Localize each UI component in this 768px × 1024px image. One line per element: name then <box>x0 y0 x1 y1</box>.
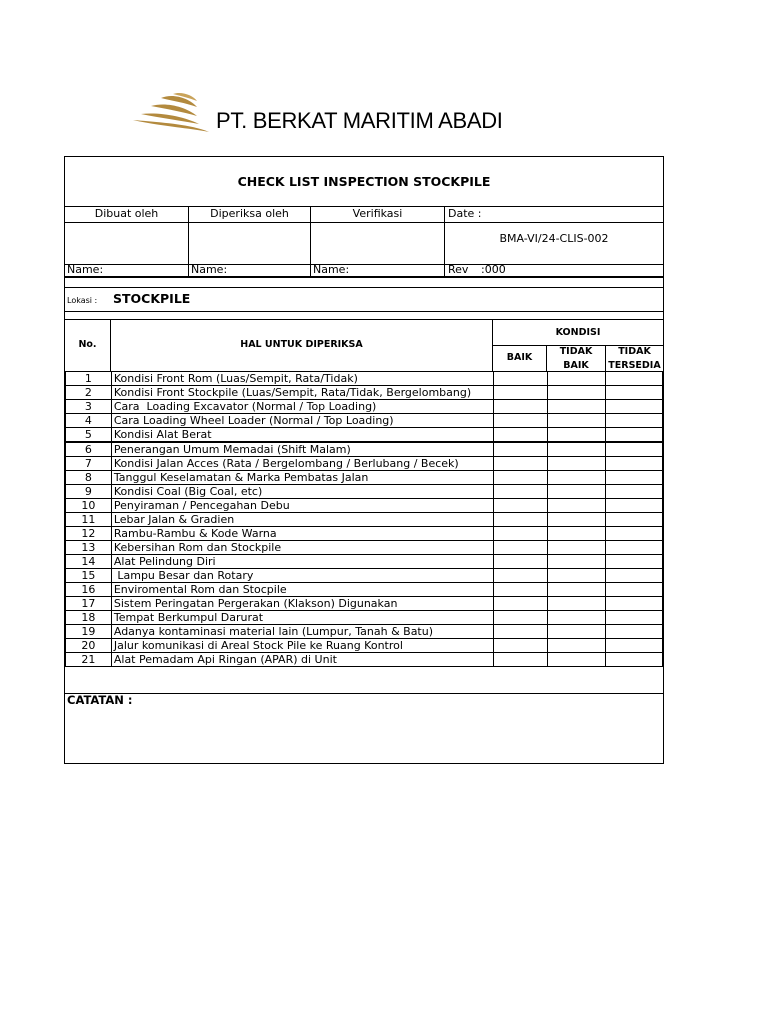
row-number: 13 <box>66 541 112 555</box>
row-number: 10 <box>66 499 112 513</box>
table-row <box>66 457 663 471</box>
table-row <box>66 513 663 527</box>
signature-verifikasi-label: Verifikasi <box>352 207 403 220</box>
row-number: 16 <box>66 583 112 597</box>
row-number: 15 <box>66 569 112 583</box>
check-cell-baik[interactable] <box>493 611 547 625</box>
check-cell-tidak-baik[interactable] <box>547 569 606 583</box>
header-no: No. <box>78 339 97 350</box>
row-item: Rambu-Rambu & Kode Warna <box>111 527 493 541</box>
check-cell-tidak-baik[interactable] <box>547 428 606 443</box>
check-cell-baik[interactable] <box>493 625 547 639</box>
row-item: Jalur komunikasi di Areal Stock Pile ke Ruang Kontrol <box>111 639 493 653</box>
check-cell-tidak-baik[interactable] <box>547 513 606 527</box>
check-cell-tidak-tersedia[interactable] <box>606 569 663 583</box>
row-item: Lebar Jalan & Gradien <box>111 513 493 527</box>
check-cell-tidak-tersedia[interactable] <box>606 541 663 555</box>
check-cell-tidak-baik[interactable] <box>547 597 606 611</box>
row-item: Penerangan Umum Memadai (Shift Malam) <box>111 442 493 457</box>
checklist-table <box>65 371 663 667</box>
check-cell-baik[interactable] <box>493 414 547 428</box>
check-cell-tidak-tersedia[interactable] <box>606 527 663 541</box>
signature-dibuat-field[interactable] <box>65 223 188 264</box>
row-item: Lampu Besar dan Rotary <box>111 569 493 583</box>
check-cell-baik[interactable] <box>493 499 547 513</box>
row-item: Kondisi Front Rom (Luas/Sempit, Rata/Tidak) <box>111 372 493 386</box>
header-hal: HAL UNTUK DIPERIKSA <box>240 339 363 350</box>
table-row <box>66 639 663 653</box>
check-cell-baik[interactable] <box>493 428 547 443</box>
check-cell-tidak-baik[interactable] <box>547 485 606 499</box>
check-cell-tidak-baik[interactable] <box>547 386 606 400</box>
check-cell-tidak-baik[interactable] <box>547 400 606 414</box>
row-item: Tempat Berkumpul Darurat <box>111 611 493 625</box>
check-cell-baik[interactable] <box>493 400 547 414</box>
signature-dibuat-label: Dibuat oleh <box>94 207 159 220</box>
signature-diperiksa-field[interactable] <box>189 223 310 264</box>
check-cell-baik[interactable] <box>493 471 547 485</box>
rev-label: Rev <box>448 263 469 276</box>
check-cell-baik[interactable] <box>493 653 547 667</box>
form-title: CHECK LIST INSPECTION STOCKPILE <box>237 174 491 189</box>
header-tidak-baik-1: TIDAK <box>559 346 593 357</box>
check-cell-tidak-tersedia[interactable] <box>606 625 663 639</box>
row-number: 14 <box>66 555 112 569</box>
row-item: Penyiraman / Pencegahan Debu <box>111 499 493 513</box>
check-cell-tidak-baik[interactable] <box>547 527 606 541</box>
check-cell-tidak-baik[interactable] <box>547 611 606 625</box>
row-item: Alat Pemadam Api Ringan (APAR) di Unit <box>111 653 493 667</box>
check-cell-tidak-baik[interactable] <box>547 555 606 569</box>
table-row <box>66 597 663 611</box>
check-cell-tidak-tersedia[interactable] <box>606 611 663 625</box>
row-number: 9 <box>66 485 112 499</box>
check-cell-tidak-tersedia[interactable] <box>606 372 663 386</box>
name-label-diperiksa: Name: <box>191 263 228 276</box>
check-cell-tidak-tersedia[interactable] <box>606 400 663 414</box>
row-number: 21 <box>66 653 112 667</box>
check-cell-tidak-tersedia[interactable] <box>606 653 663 667</box>
row-number: 18 <box>66 611 112 625</box>
check-cell-tidak-tersedia[interactable] <box>606 555 663 569</box>
check-cell-tidak-tersedia[interactable] <box>606 471 663 485</box>
check-cell-tidak-tersedia[interactable] <box>606 513 663 527</box>
check-cell-baik[interactable] <box>493 485 547 499</box>
table-row <box>66 414 663 428</box>
table-row <box>66 372 663 386</box>
rev-value: :000 <box>481 263 506 276</box>
check-cell-tidak-tersedia[interactable] <box>606 597 663 611</box>
check-cell-baik[interactable] <box>493 597 547 611</box>
table-row <box>66 442 663 457</box>
check-cell-tidak-baik[interactable] <box>547 372 606 386</box>
row-item: Cara Loading Excavator (Normal / Top Loading) <box>111 400 493 414</box>
table-row <box>66 400 663 414</box>
header-tidak-tersedia-2: TERSEDIA <box>608 360 661 371</box>
check-cell-tidak-baik[interactable] <box>547 639 606 653</box>
check-cell-baik[interactable] <box>493 639 547 653</box>
table-row <box>66 653 663 667</box>
check-cell-tidak-tersedia[interactable] <box>606 428 663 443</box>
row-item: Tanggul Keselamatan & Marka Pembatas Jalan <box>111 471 493 485</box>
check-cell-tidak-baik[interactable] <box>547 414 606 428</box>
check-cell-tidak-tersedia[interactable] <box>606 442 663 457</box>
row-item: Kondisi Coal (Big Coal, etc) <box>111 485 493 499</box>
check-cell-baik[interactable] <box>493 386 547 400</box>
row-number: 1 <box>66 372 112 386</box>
check-cell-tidak-baik[interactable] <box>547 457 606 471</box>
table-row <box>66 611 663 625</box>
table-row <box>66 485 663 499</box>
header-baik: BAIK <box>506 352 533 363</box>
check-cell-tidak-tersedia[interactable] <box>606 639 663 653</box>
row-item: Kondisi Jalan Acces (Rata / Bergelombang / Berlubang / Becek) <box>111 457 493 471</box>
row-item: Adanya kontaminasi material lain (Lumpur, Tanah & Batu) <box>111 625 493 639</box>
company-name: PT. BERKAT MARITIM ABADI <box>216 108 503 133</box>
row-item: Cara Loading Wheel Loader (Normal / Top Loading) <box>111 414 493 428</box>
row-item: Alat Pelindung Diri <box>111 555 493 569</box>
check-cell-baik[interactable] <box>493 541 547 555</box>
wing-logo-icon <box>131 92 211 136</box>
row-number: 8 <box>66 471 112 485</box>
table-row <box>66 583 663 597</box>
name-label-dibuat: Name: <box>67 263 104 276</box>
row-number: 3 <box>66 400 112 414</box>
table-row <box>66 428 663 443</box>
lokasi-label: Lokasi : <box>67 296 98 305</box>
check-cell-tidak-baik[interactable] <box>547 653 606 667</box>
check-cell-tidak-tersedia[interactable] <box>606 485 663 499</box>
row-number: 20 <box>66 639 112 653</box>
check-cell-baik[interactable] <box>493 569 547 583</box>
header-kondisi: KONDISI <box>555 327 601 338</box>
row-number: 11 <box>66 513 112 527</box>
row-item: Enviromental Rom dan Stocpile <box>111 583 493 597</box>
row-number: 19 <box>66 625 112 639</box>
check-cell-tidak-baik[interactable] <box>547 499 606 513</box>
lokasi-value: STOCKPILE <box>113 291 191 306</box>
table-row <box>66 471 663 485</box>
check-cell-baik[interactable] <box>493 555 547 569</box>
check-cell-tidak-baik[interactable] <box>547 541 606 555</box>
check-cell-tidak-baik[interactable] <box>547 471 606 485</box>
catatan-label: CATATAN : <box>67 693 133 707</box>
check-cell-baik[interactable] <box>493 527 547 541</box>
check-cell-tidak-tersedia[interactable] <box>606 386 663 400</box>
header-tidak-tersedia-1: TIDAK <box>618 346 651 357</box>
check-cell-tidak-baik[interactable] <box>547 583 606 597</box>
check-cell-baik[interactable] <box>493 372 547 386</box>
row-item: Kondisi Front Stockpile (Luas/Sempit, Rata/Tidak, Bergelombang) <box>111 386 493 400</box>
row-number: 5 <box>66 428 112 443</box>
row-number: 4 <box>66 414 112 428</box>
table-row <box>66 527 663 541</box>
check-cell-baik[interactable] <box>493 513 547 527</box>
date-label: Date : <box>448 207 482 220</box>
check-cell-tidak-tersedia[interactable] <box>606 583 663 597</box>
company-logo <box>131 92 211 140</box>
row-number: 7 <box>66 457 112 471</box>
check-cell-baik[interactable] <box>493 442 547 457</box>
header-tidak-baik-2: BAIK <box>563 360 589 371</box>
table-row <box>66 386 663 400</box>
check-cell-baik[interactable] <box>493 457 547 471</box>
row-number: 17 <box>66 597 112 611</box>
row-item: Kebersihan Rom dan Stockpile <box>111 541 493 555</box>
row-item: Kondisi Alat Berat <box>111 428 493 443</box>
check-cell-tidak-tersedia[interactable] <box>606 499 663 513</box>
inspection-form <box>64 156 664 764</box>
check-cell-tidak-baik[interactable] <box>547 625 606 639</box>
table-row <box>66 499 663 513</box>
row-number: 6 <box>66 442 112 457</box>
signature-verifikasi-field[interactable] <box>311 223 444 264</box>
check-cell-baik[interactable] <box>493 583 547 597</box>
table-row <box>66 625 663 639</box>
table-row <box>66 541 663 555</box>
check-cell-tidak-tersedia[interactable] <box>606 457 663 471</box>
row-item: Sistem Peringatan Pergerakan (Klakson) Digunakan <box>111 597 493 611</box>
signature-diperiksa-label: Diperiksa oleh <box>210 207 289 220</box>
row-number: 12 <box>66 527 112 541</box>
table-row <box>66 555 663 569</box>
catatan-field[interactable] <box>65 709 663 763</box>
table-row <box>66 569 663 583</box>
check-cell-tidak-baik[interactable] <box>547 442 606 457</box>
check-cell-tidak-tersedia[interactable] <box>606 414 663 428</box>
document-code: BMA-VI/24-CLIS-002 <box>499 232 609 245</box>
row-number: 2 <box>66 386 112 400</box>
name-label-verifikasi: Name: <box>313 263 350 276</box>
